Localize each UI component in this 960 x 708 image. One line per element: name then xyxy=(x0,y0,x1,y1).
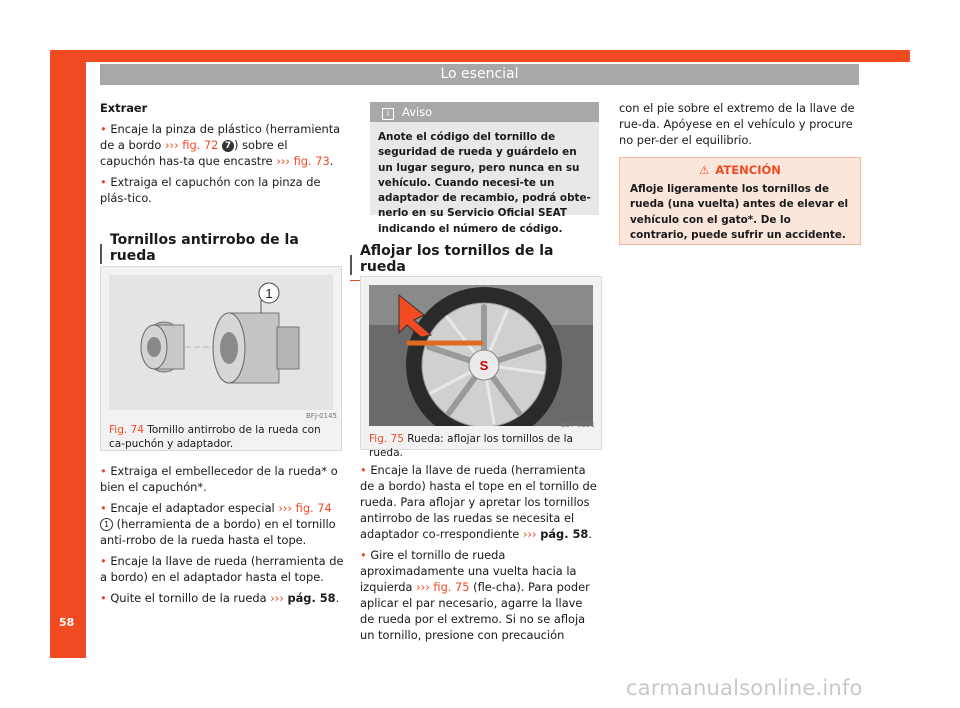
fig-link[interactable]: fig. 74 xyxy=(295,501,332,515)
bullet-icon: • xyxy=(100,554,107,568)
arrow-icon: ››› xyxy=(164,138,179,152)
section-antirrobo xyxy=(100,232,339,270)
arrow-icon: ››› xyxy=(270,591,284,605)
page-header: Lo esencial xyxy=(100,64,859,85)
column-2-steps xyxy=(360,462,600,643)
arrow-icon: ››› xyxy=(278,501,293,515)
section-bar xyxy=(350,255,352,275)
aviso-title: Aviso xyxy=(402,105,433,119)
fig-link[interactable]: fig. 73 xyxy=(293,154,330,168)
figure-code: BFJ-0145 xyxy=(306,412,337,420)
text: Gire el tornillo de rueda aproximadamente una vuelta hacia la izquierda xyxy=(360,548,577,594)
bullet-item xyxy=(100,590,345,606)
aviso-box xyxy=(370,102,599,235)
text: Encaje la llave de rueda (herramienta de a bordo) hasta el tope en el tornillo de rueda. Para aflojar y apretar los tornillos antirrobo de las ruedas se necesita el adaptador co-rrespondiente xyxy=(360,463,597,541)
figure-caption xyxy=(109,423,335,451)
callout-number: 1 xyxy=(100,518,113,531)
figure-label: Fig. 75 xyxy=(369,433,404,445)
lug-nut-illustration xyxy=(109,275,333,410)
bullet-icon: • xyxy=(360,463,367,477)
text: . xyxy=(588,527,592,541)
section-bar xyxy=(100,244,102,264)
section-title-text: Aflojar los tornillos de la rueda xyxy=(359,243,554,275)
text: (fle-cha). Para poder aplicar el par necesario, agarre la llave de rueda por el extremo. Si no se afloja un tornillo, presione con precaución xyxy=(360,580,590,642)
callout-number: 7 xyxy=(222,140,234,152)
continued-paragraph: con el pie sobre el extremo de la llave de rue-da. Apóyese en el vehículo y procure no per-der el equilibrio. xyxy=(619,101,855,147)
wheel-illustration xyxy=(369,285,593,426)
svg-text:S: S xyxy=(479,358,489,373)
arrow-icon: ››› xyxy=(522,527,537,541)
fig-link[interactable]: fig. 75 xyxy=(433,580,470,594)
subheading-extraer: Extraer xyxy=(100,101,148,115)
aviso-body: Anote el código del tornillo de seguridad de rueda y guárdelo en un lugar seguro, pero nunca en su vehículo. Cuando necesi-te un adaptador de recambio, podrá obte-nerlo en su Servicio Oficial SEAT indicando el número de código. xyxy=(378,131,591,235)
bullet-item xyxy=(100,500,345,548)
arrow-icon: ››› xyxy=(276,154,290,168)
figure-caption xyxy=(369,432,595,460)
text: Quite el tornillo de la rueda xyxy=(110,591,271,605)
bullet-item xyxy=(360,462,600,542)
bullet-icon: • xyxy=(100,501,107,515)
info-icon: i xyxy=(382,108,394,120)
column-1 xyxy=(100,100,345,206)
column-1-steps xyxy=(100,463,345,606)
text: Extraiga el capuchón con la pinza de plás-tico. xyxy=(100,175,321,205)
bullet-item xyxy=(100,121,345,169)
figure-label: Fig. 74 xyxy=(109,424,144,436)
atencion-box xyxy=(619,157,861,245)
section-title xyxy=(100,232,339,270)
aviso-header xyxy=(370,102,599,122)
text: . xyxy=(335,591,340,605)
bullet-icon: • xyxy=(100,175,107,189)
figure-75 xyxy=(360,276,602,459)
section-title-text: Tornillos antirrobo de la rueda xyxy=(109,232,299,264)
arrow-icon: ››› xyxy=(416,580,430,594)
bullet-item xyxy=(360,547,600,643)
caption-text: Rueda: aflojar los tornillos de la rueda. xyxy=(369,433,573,459)
atencion-header xyxy=(620,158,860,182)
text: Extraiga el embellecedor de la rueda* o bien el capuchón*. xyxy=(100,464,338,494)
column-3 xyxy=(619,100,859,148)
callout-number: 1 xyxy=(265,286,273,301)
bullet-item xyxy=(100,553,345,585)
page-link[interactable]: pág. 58 xyxy=(540,527,589,541)
caption-text: Tornillo antirrobo de la rueda con ca-puchón y adaptador. xyxy=(109,424,321,450)
bullet-icon: • xyxy=(100,591,107,605)
warning-triangle-icon: ⚠ xyxy=(699,163,710,177)
bullet-icon: • xyxy=(100,464,107,478)
atencion-title: ATENCIÓN xyxy=(715,163,781,177)
text: . xyxy=(329,154,334,168)
bullet-icon: • xyxy=(360,548,367,562)
bullet-item xyxy=(100,174,345,206)
figure-74-image xyxy=(109,275,333,410)
bullet-item xyxy=(100,463,345,495)
text: ) sobre el capuchón has-ta que encastre xyxy=(100,138,288,168)
fig-link[interactable]: fig. 72 xyxy=(182,138,219,152)
text: Encaje el adaptador especial xyxy=(110,501,279,515)
text: (herramienta de a bordo) en el tornillo anti-rrobo de la rueda hasta el tope. xyxy=(100,517,336,547)
figure-74 xyxy=(100,266,342,451)
figure-75-image xyxy=(369,285,593,426)
text: Encaje la pinza de plástico (herramienta de a bordo xyxy=(100,122,341,152)
page-number: 58 xyxy=(59,616,75,629)
page-link[interactable]: pág. 58 xyxy=(287,591,336,605)
atencion-body: Afloje ligeramente los tornillos de rueda (una vuelta) antes de elevar el vehículo con el gato*. De lo contrario, puede sufrir un accidente. xyxy=(630,183,849,241)
text: Encaje la llave de rueda (herramienta de a bordo) en el adaptador hasta el tope. xyxy=(100,554,344,584)
bullet-icon: • xyxy=(100,122,107,136)
figure-code: B57-0251 xyxy=(561,421,596,429)
watermark: carmanualsonline.info xyxy=(626,676,863,700)
